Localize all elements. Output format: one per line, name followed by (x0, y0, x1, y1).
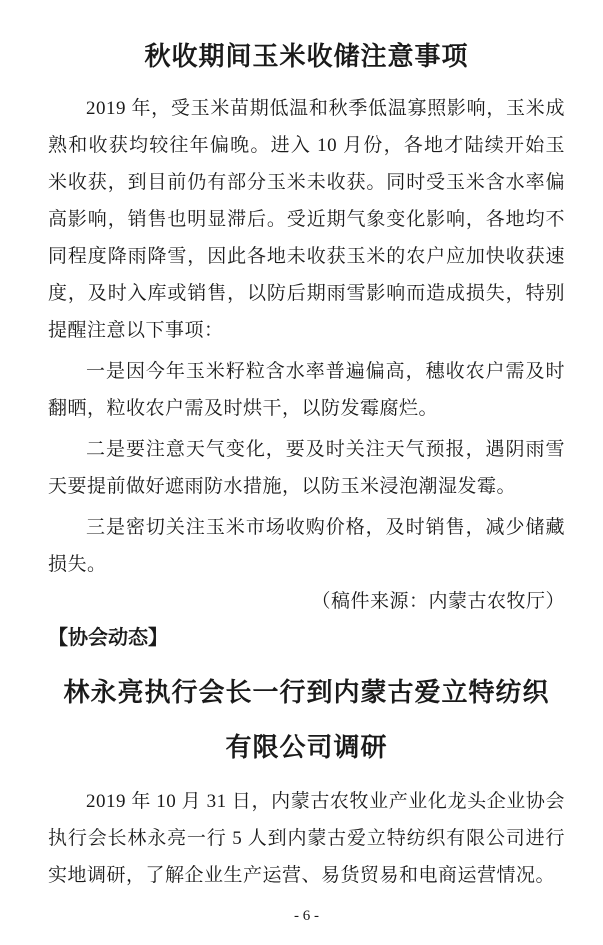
article1-paragraph-1: 2019 年，受玉米苗期低温和秋季低温寡照影响，玉米成熟和收获均较往年偏晚。进入 10 月份，各地才陆续开始玉米收获，到目前仍有部分玉米未收获。同时受玉米含水率偏高影响，销售也明显滞后。受近期气象变化影响，各地均不同程度降雨降雪，因此各地未收获玉米的农户应加快收获速度，及时入库或销售，以防后期雨雪影响而造成损失，特别提醒注意以下事项： (48, 98, 565, 341)
section-marker-association-news: 【协会动态】 (48, 627, 168, 649)
article1-title: 秋收期间玉米收储注意事项 (144, 42, 469, 71)
article2-paragraph-1: 2019 年 10 月 31 日，内蒙古农牧业产业化龙头企业协会执行会长林永亮一行 5 人到内蒙古爱立特纺织有限公司进行实地调研，了解企业生产运营、易货贸易和电商运营情况。 (48, 791, 565, 886)
article2-title (48, 665, 565, 775)
article1-paragraph-4: 三是密切关注玉米市场收购价格，及时销售，减少储藏损失。 (48, 517, 565, 575)
article2-title-line2: 有限公司调研 (225, 733, 388, 762)
page-number: - 6 - (294, 908, 319, 924)
article1-paragraph-3: 二是要注意天气变化，要及时关注天气预报，遇阴雨雪天要提前做好遮雨防水措施，以防玉米浸泡潮湿发霉。 (48, 439, 565, 497)
article2-title-line1: 林永亮执行会长一行到内蒙古爱立特纺织 (63, 678, 550, 707)
article1-source-note: （稿件来源：内蒙古农牧厅） (311, 591, 565, 612)
article1-paragraph-2: 一是因今年玉米籽粒含水率普遍偏高，穗收农户需及时翻晒，粒收农户需及时烘干，以防发霉腐烂。 (48, 361, 565, 419)
